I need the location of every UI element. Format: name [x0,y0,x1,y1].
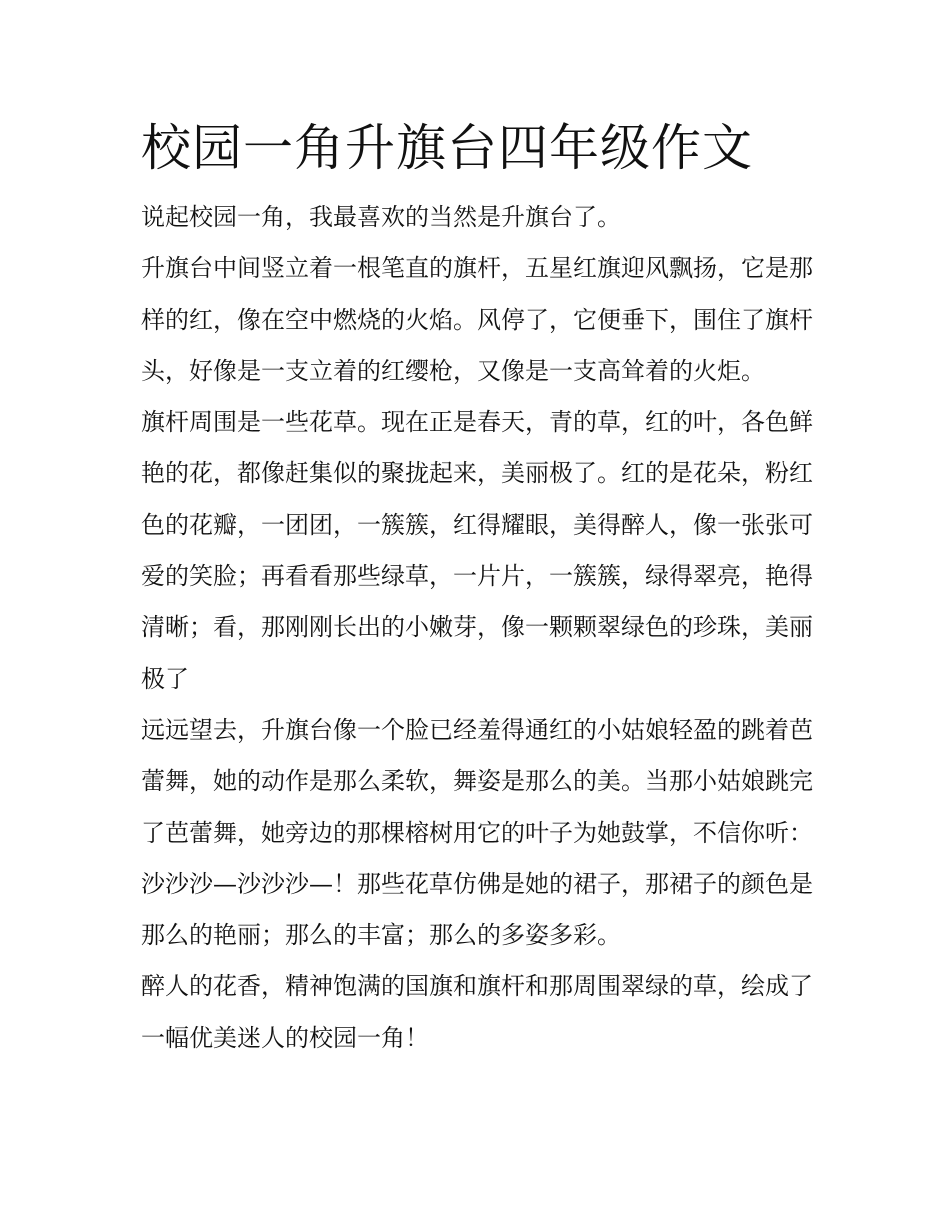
paragraph-conclusion: 醉人的花香，精神饱满的国旗和旗杆和那周围翠绿的草，绘成了一幅优美迷人的校园一角！ [141,972,813,1052]
paragraph-ballet: 远远望去，升旗台像一个脸已经羞得通红的小姑娘轻盈的跳着芭蕾舞，她的动作是那么柔软，舞姿是那么的美。当那小姑娘跳完了芭蕾舞，她旁边的那棵榕树用它的叶子为她鼓掌，不信你听：沙沙沙—沙沙沙—！那些花草仿佛是她的裙子，那裙子的颜色是那么的艳丽；那么的丰富；那么的多姿多彩。 [141,715,813,950]
paragraph-intro: 说起校园一角，我最喜欢的当然是升旗台了。 [141,203,621,231]
paragraph-flagpole: 升旗台中间竖立着一根笔直的旗杆，五星红旗迎风飘扬，它是那样的红，像在空中燃烧的火焰。风停了，它便垂下，围住了旗杆头，好像是一支立着的红缨枪，又像是一支高耸着的火炬。 [141,254,813,385]
paragraph-flowers: 旗杆周围是一些花草。现在正是春天，青的草，红的叶，各色鲜艳的花，都像赶集似的聚拢起来，美丽极了。红的是花朵，粉红色的花瓣，一团团，一簇簇，红得耀眼，美得醉人，像一张张可爱的笑脸；再看看那些绿草，一片片，一簇簇，绿得翠亮，艳得清晰；看，那刚刚长出的小嫩芽，像一颗颗翠绿色的珍珠，美丽极了 [141,408,813,693]
document-page [141,112,813,1064]
document-title: 校园一角升旗台四年级作文 [141,119,753,177]
